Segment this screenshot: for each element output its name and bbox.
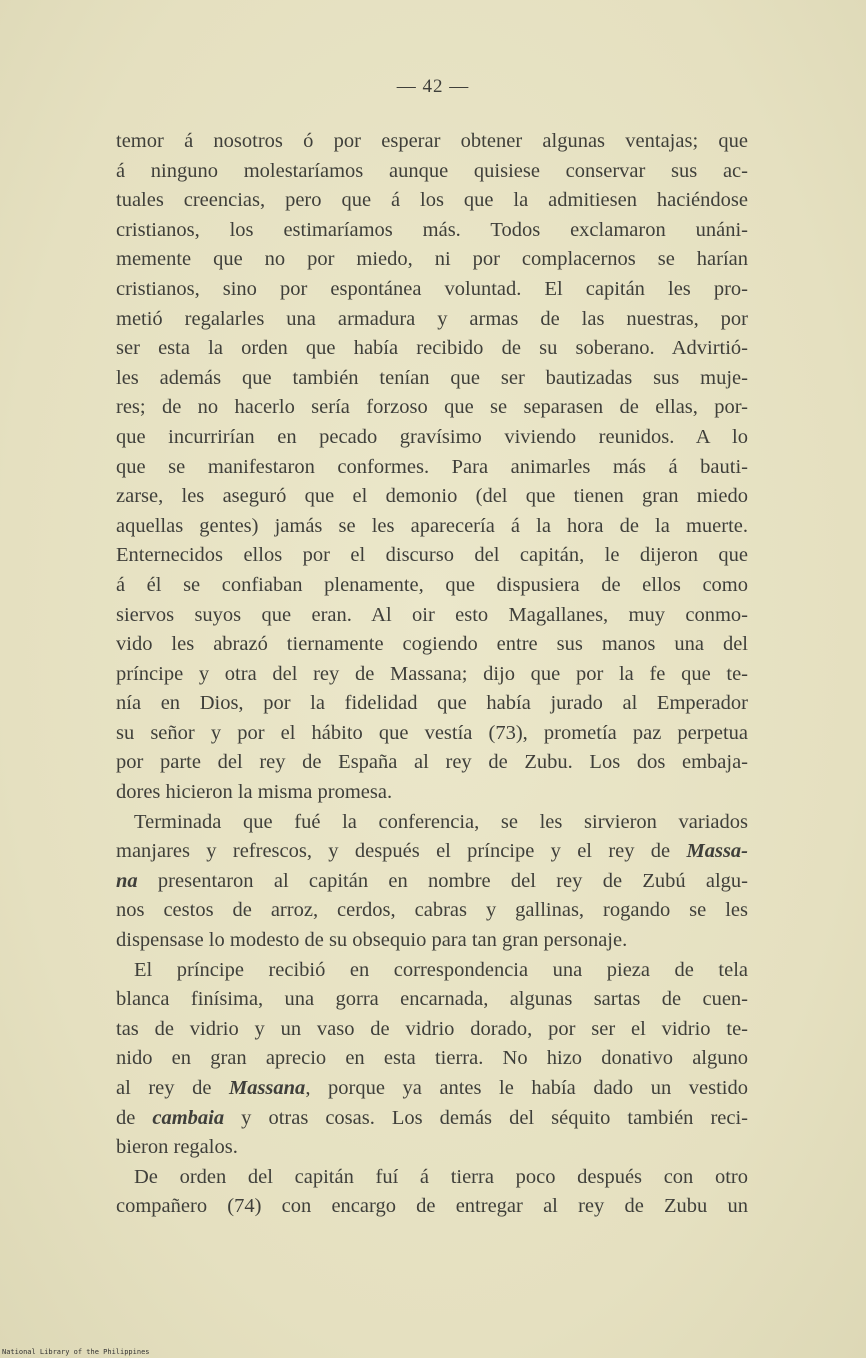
text-segment: manjares y refrescos, y después el príncipe y el rey de [116,840,687,863]
text-line [116,748,748,778]
text-line [116,808,748,838]
text-segment: cristianos, sino por espontánea voluntad. El capitán les pro- [116,277,748,300]
text-line [116,512,748,542]
text-line [116,1015,748,1045]
text-segment: tuales creencias, pero que á los que la admitiesen haciéndose [116,189,748,212]
text-segment: zarse, les aseguró que el demonio (del que tienen gran miedo [116,485,748,508]
text-line [116,305,748,335]
text-line [116,660,748,690]
text-line [116,453,748,483]
text-line [116,1133,748,1163]
text-line [116,778,748,808]
text-segment: bieron regalos. [116,1136,238,1159]
italic-term: Massana [228,1077,306,1099]
text-line [116,1163,748,1193]
text-line [116,423,748,453]
text-segment: res; de no hacerlo sería forzoso que se separasen de ellas, por- [116,396,748,419]
page-number: — 42 — [396,76,470,97]
text-segment: y otras cosas. Los demás del séquito también reci- [224,1106,748,1129]
text-segment: compañero (74) con encargo de entregar al rey de Zubu un [116,1195,748,1218]
text-line [116,867,748,897]
body-text [116,127,748,1222]
text-line [116,393,748,423]
text-segment: dores hicieron la misma promesa. [116,781,393,804]
text-line [116,334,748,364]
text-line [116,275,748,305]
text-line [116,127,748,157]
text-segment: nido en gran aprecio en esta tierra. No hizo donativo alguno [116,1047,748,1070]
text-segment: que se manifestaron conformes. Para animarles más á bauti- [116,455,748,478]
italic-term: na [116,869,138,892]
text-segment: nía en Dios, por la fidelidad que había jurado al Emperador [116,692,748,715]
text-segment: su señor y por el hábito que vestía (73), prometía paz perpetua [116,721,748,744]
italic-term: Massa- [686,840,748,863]
text-line [116,482,748,512]
text-segment: presentaron al capitán en nombre del rey de Zubú algu- [137,869,748,892]
text-segment: dispensase lo modesto de su obsequio para tan gran personaje. [116,929,628,952]
text-segment: blanca finísima, una gorra encarnada, algunas sartas de cuen- [116,988,748,1011]
italic-term: cambaia [152,1106,225,1129]
text-segment: temor á nosotros ó por esperar obtener algunas ventajas; que [116,130,748,152]
text-line [116,364,748,394]
text-segment: metió regalarles una armadura y armas de las nuestras, por [116,307,748,330]
text-segment: nos cestos de arroz, cerdos, cabras y gallinas, rogando se les [116,899,748,922]
text-line [116,956,748,986]
text-segment: al rey de [116,1077,229,1099]
text-line [116,1074,748,1104]
text-segment: cristianos, los estimaríamos más. Todos exclamaron unáni- [116,218,748,241]
text-segment: príncipe y otra del rey de Massana; dijo que por la fe que te- [116,662,748,685]
text-segment: El príncipe recibió en correspondencia una pieza de tela [134,958,748,981]
text-line [116,926,748,956]
text-segment: por parte del rey de España al rey de Zubu. Los dos embaja- [116,751,748,774]
text-segment: vido les abrazó tiernamente cogiendo entre sus manos una del [116,633,748,656]
text-segment: memente que no por miedo, ni por complacernos se harían [116,248,748,271]
text-segment: Enternecidos ellos por el discurso del capitán, le dijeron que [116,544,748,567]
text-line [116,896,748,926]
text-segment: les además que también tenían que ser bautizadas sus muje- [116,366,748,389]
library-footer: National Library of the Philippines [2,1348,150,1356]
text-line [116,1104,748,1134]
text-line [116,719,748,749]
text-segment: de [116,1106,153,1129]
text-line [116,837,748,867]
text-line [116,689,748,719]
text-line [116,1192,748,1222]
text-segment: , porque ya antes le había dado un vestido [305,1077,748,1099]
text-segment: siervos suyos que eran. Al oir esto Magallanes, muy conmo- [116,603,748,626]
text-line [116,630,748,660]
text-line [116,186,748,216]
text-segment: Terminada que fué la conferencia, se les sirvieron variados [134,810,748,833]
text-segment: aquellas gentes) jamás se les aparecería á la hora de la muerte. [116,514,748,537]
text-line [116,157,748,187]
text-segment: De orden del capitán fuí á tierra poco después con otro [134,1165,748,1188]
text-line [116,216,748,246]
text-segment: ser esta la orden que había recibido de su soberano. Advirtió- [116,337,748,360]
text-line [116,1044,748,1074]
text-segment: á él se confiaban plenamente, que dispusiera de ellos como [116,573,748,596]
text-segment: á ninguno molestaríamos aunque quisiese conservar sus ac- [116,159,748,182]
text-line [116,601,748,631]
text-segment: que incurrirían en pecado gravísimo viviendo reunidos. A lo [116,425,748,448]
text-segment: tas de vidrio y un vaso de vidrio dorado, por ser el vidrio te- [116,1017,748,1040]
text-line [116,245,748,275]
text-line [116,571,748,601]
text-line [116,985,748,1015]
text-line [116,541,748,571]
